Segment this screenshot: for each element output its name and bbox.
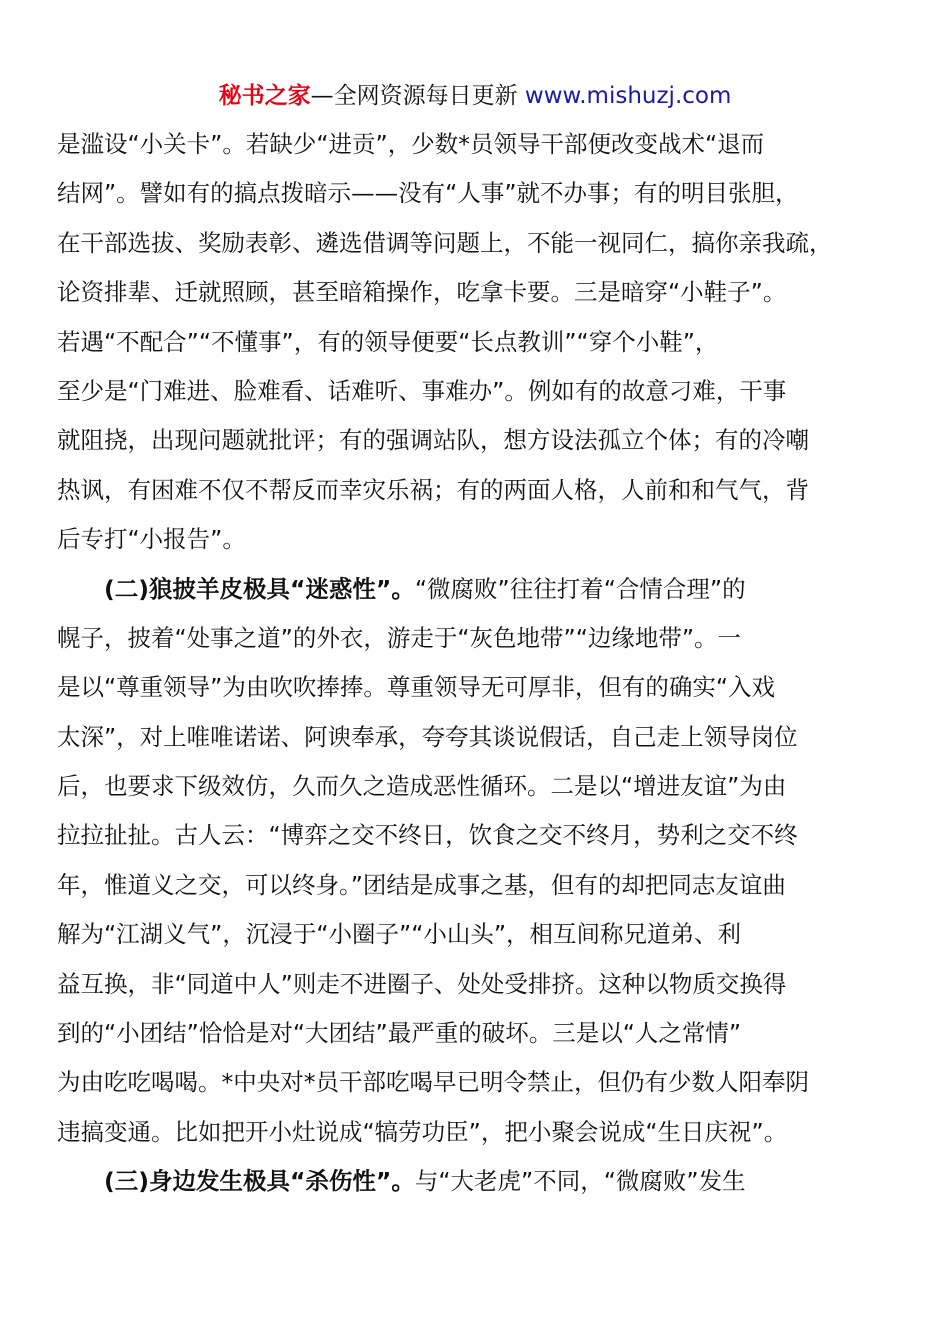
text-line: 违搞变通。比如把开小灶说成“犒劳功臣”，把小聚会说成“生日庆祝”。 bbox=[57, 1117, 788, 1146]
section-3-first-line bbox=[57, 1157, 887, 1206]
text-line: 到的“小团结”恰恰是对“大团结”最严重的破坏。三是以“人之常情” bbox=[57, 1019, 742, 1048]
text-line: 太深”，对上唯唯诺诺、阿谀奉承，夸夸其谈说假话，自己走上领导岗位 bbox=[57, 722, 798, 751]
site-header bbox=[0, 80, 950, 112]
section-2-heading: (二)狼披羊皮极具“迷惑性”。 bbox=[104, 574, 415, 603]
site-url-link[interactable]: www.mishuzj.com bbox=[524, 83, 732, 109]
text-line: 幌子，披着“处事之道”的外衣，游走于“灰色地带”“边缘地带”。一 bbox=[57, 623, 742, 652]
text-line: 益互换，非“同道中人”则走不进圈子、处处受排挤。这种以物质交换得 bbox=[57, 969, 787, 998]
text-line: 至少是“门难进、脸难看、话难听、事难办”。例如有的故意刁难，干事 bbox=[57, 376, 787, 405]
header-tagline: —全网资源每日更新 bbox=[310, 83, 525, 109]
text-line: 为由吃吃喝喝。*中央对*员干部吃喝早已明令禁止，但仍有少数人阳奉阴 bbox=[57, 1068, 809, 1097]
text-line: 是滥设“小关卡”。若缺少“进贡”，少数*员领导干部便改变战术“退而 bbox=[57, 130, 765, 158]
text-line: 后，也要求下级效仿，久而久之造成恶性循环。二是以“增进友谊”为由 bbox=[57, 772, 787, 801]
text-line: 结网”。譬如有的搞点拨暗示——没有“人事”就不办事；有的明目张胆， bbox=[57, 179, 799, 208]
text-line: 年，惟道义之交，可以终身。”团结是成事之基，但有的却把同志友谊曲 bbox=[57, 870, 786, 899]
text-line: 在干部选拔、奖励表彰、遴选借调等问题上，不能一视同仁，搞你亲我疏， bbox=[57, 228, 833, 257]
section-2-first-line bbox=[57, 565, 887, 614]
section-2-lead-text: “微腐败”往往打着“合情合理”的 bbox=[414, 574, 746, 603]
text-line: 拉拉扯扯。古人云：“博弈之交不终日，饮食之交不终月，势利之交不终 bbox=[57, 821, 798, 850]
section-3-heading: (三)身边发生极具“杀伤性”。 bbox=[104, 1167, 415, 1196]
text-line: 若遇“不配合”“不懂事”，有的领导便要“长点教训”“穿个小鞋”， bbox=[57, 327, 719, 356]
text-line: 解为“江湖义气”，沉浸于“小圈子”“小山头”，相互间称兄道弟、利 bbox=[57, 920, 742, 949]
section-3-lead-text: 与“大老虎”不同，“微腐败”发生 bbox=[414, 1167, 746, 1196]
text-line: 是以“尊重领导”为由吹吹捧捧。尊重领导无可厚非，但有的确实“入戏 bbox=[57, 673, 776, 702]
text-line: 热讽，有困难不仅不帮反而幸灾乐祸；有的两面人格，人前和和气气，背 bbox=[57, 475, 809, 504]
text-line: 论资排辈、迁就照顾，甚至暗箱操作，吃拿卡要。三是暗穿“小鞋子”。 bbox=[57, 278, 787, 307]
text-line: 就阻挠，出现问题就批评；有的强调站队，想方设法孤立个体；有的冷嘲 bbox=[57, 426, 809, 455]
text-line: 后专打“小报告”。 bbox=[57, 525, 246, 554]
document-body bbox=[57, 120, 887, 1207]
site-brand: 秘书之家 bbox=[218, 83, 311, 109]
